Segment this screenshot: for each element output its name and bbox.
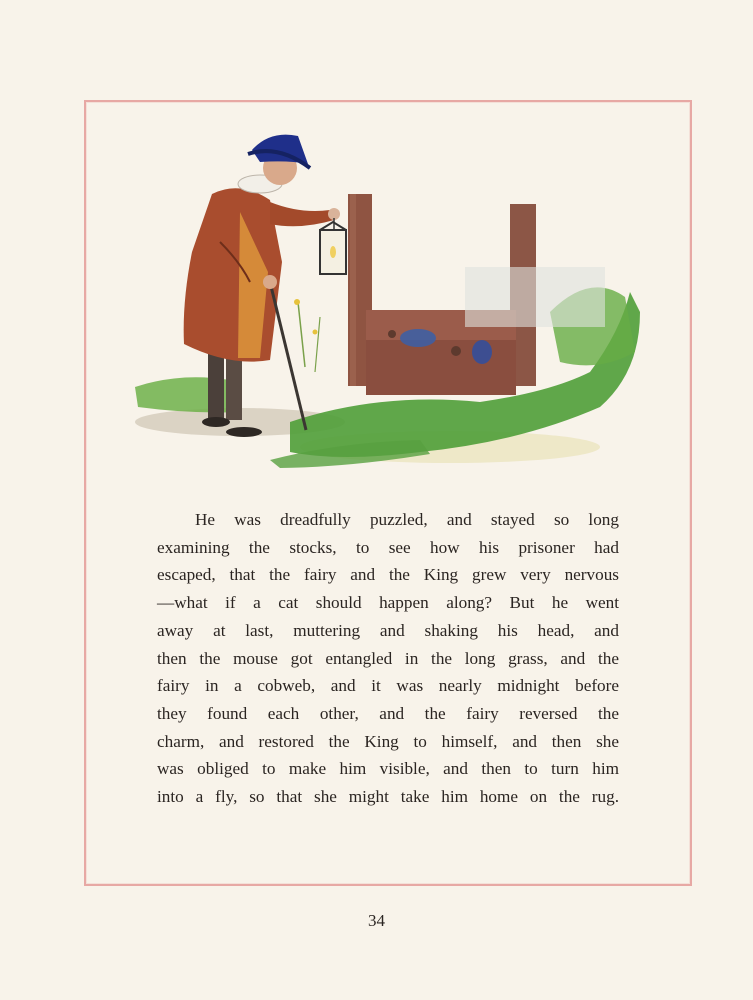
text-line: escaped, that the fairy and the King grew very nervous <box>157 565 619 585</box>
text-line: charm, and restored the King to himself, and then she <box>157 731 619 751</box>
page-number: 34 <box>368 911 385 930</box>
text-line: into a fly, so that she might take him home on the rug. <box>157 787 619 807</box>
text-line: examining the stocks, to see how his prisoner had <box>157 537 619 557</box>
text-line: was obliged to make him visible, and then to turn him <box>157 759 619 779</box>
watchman-with-stocks-illustration <box>120 122 660 482</box>
story-text <box>157 506 619 811</box>
text-line: fairy in a cobweb, and it was nearly midnight before <box>157 676 619 696</box>
text-line: —what if a cat should happen along? But he went <box>157 593 619 613</box>
text-line: away at last, muttering and shaking his head, and <box>157 620 619 640</box>
text-line: then the mouse got entangled in the long grass, and the <box>157 648 619 668</box>
text-line: He was dreadfully puzzled, and stayed so long <box>195 510 619 529</box>
text-line: they found each other, and the fairy reversed the <box>157 703 619 723</box>
